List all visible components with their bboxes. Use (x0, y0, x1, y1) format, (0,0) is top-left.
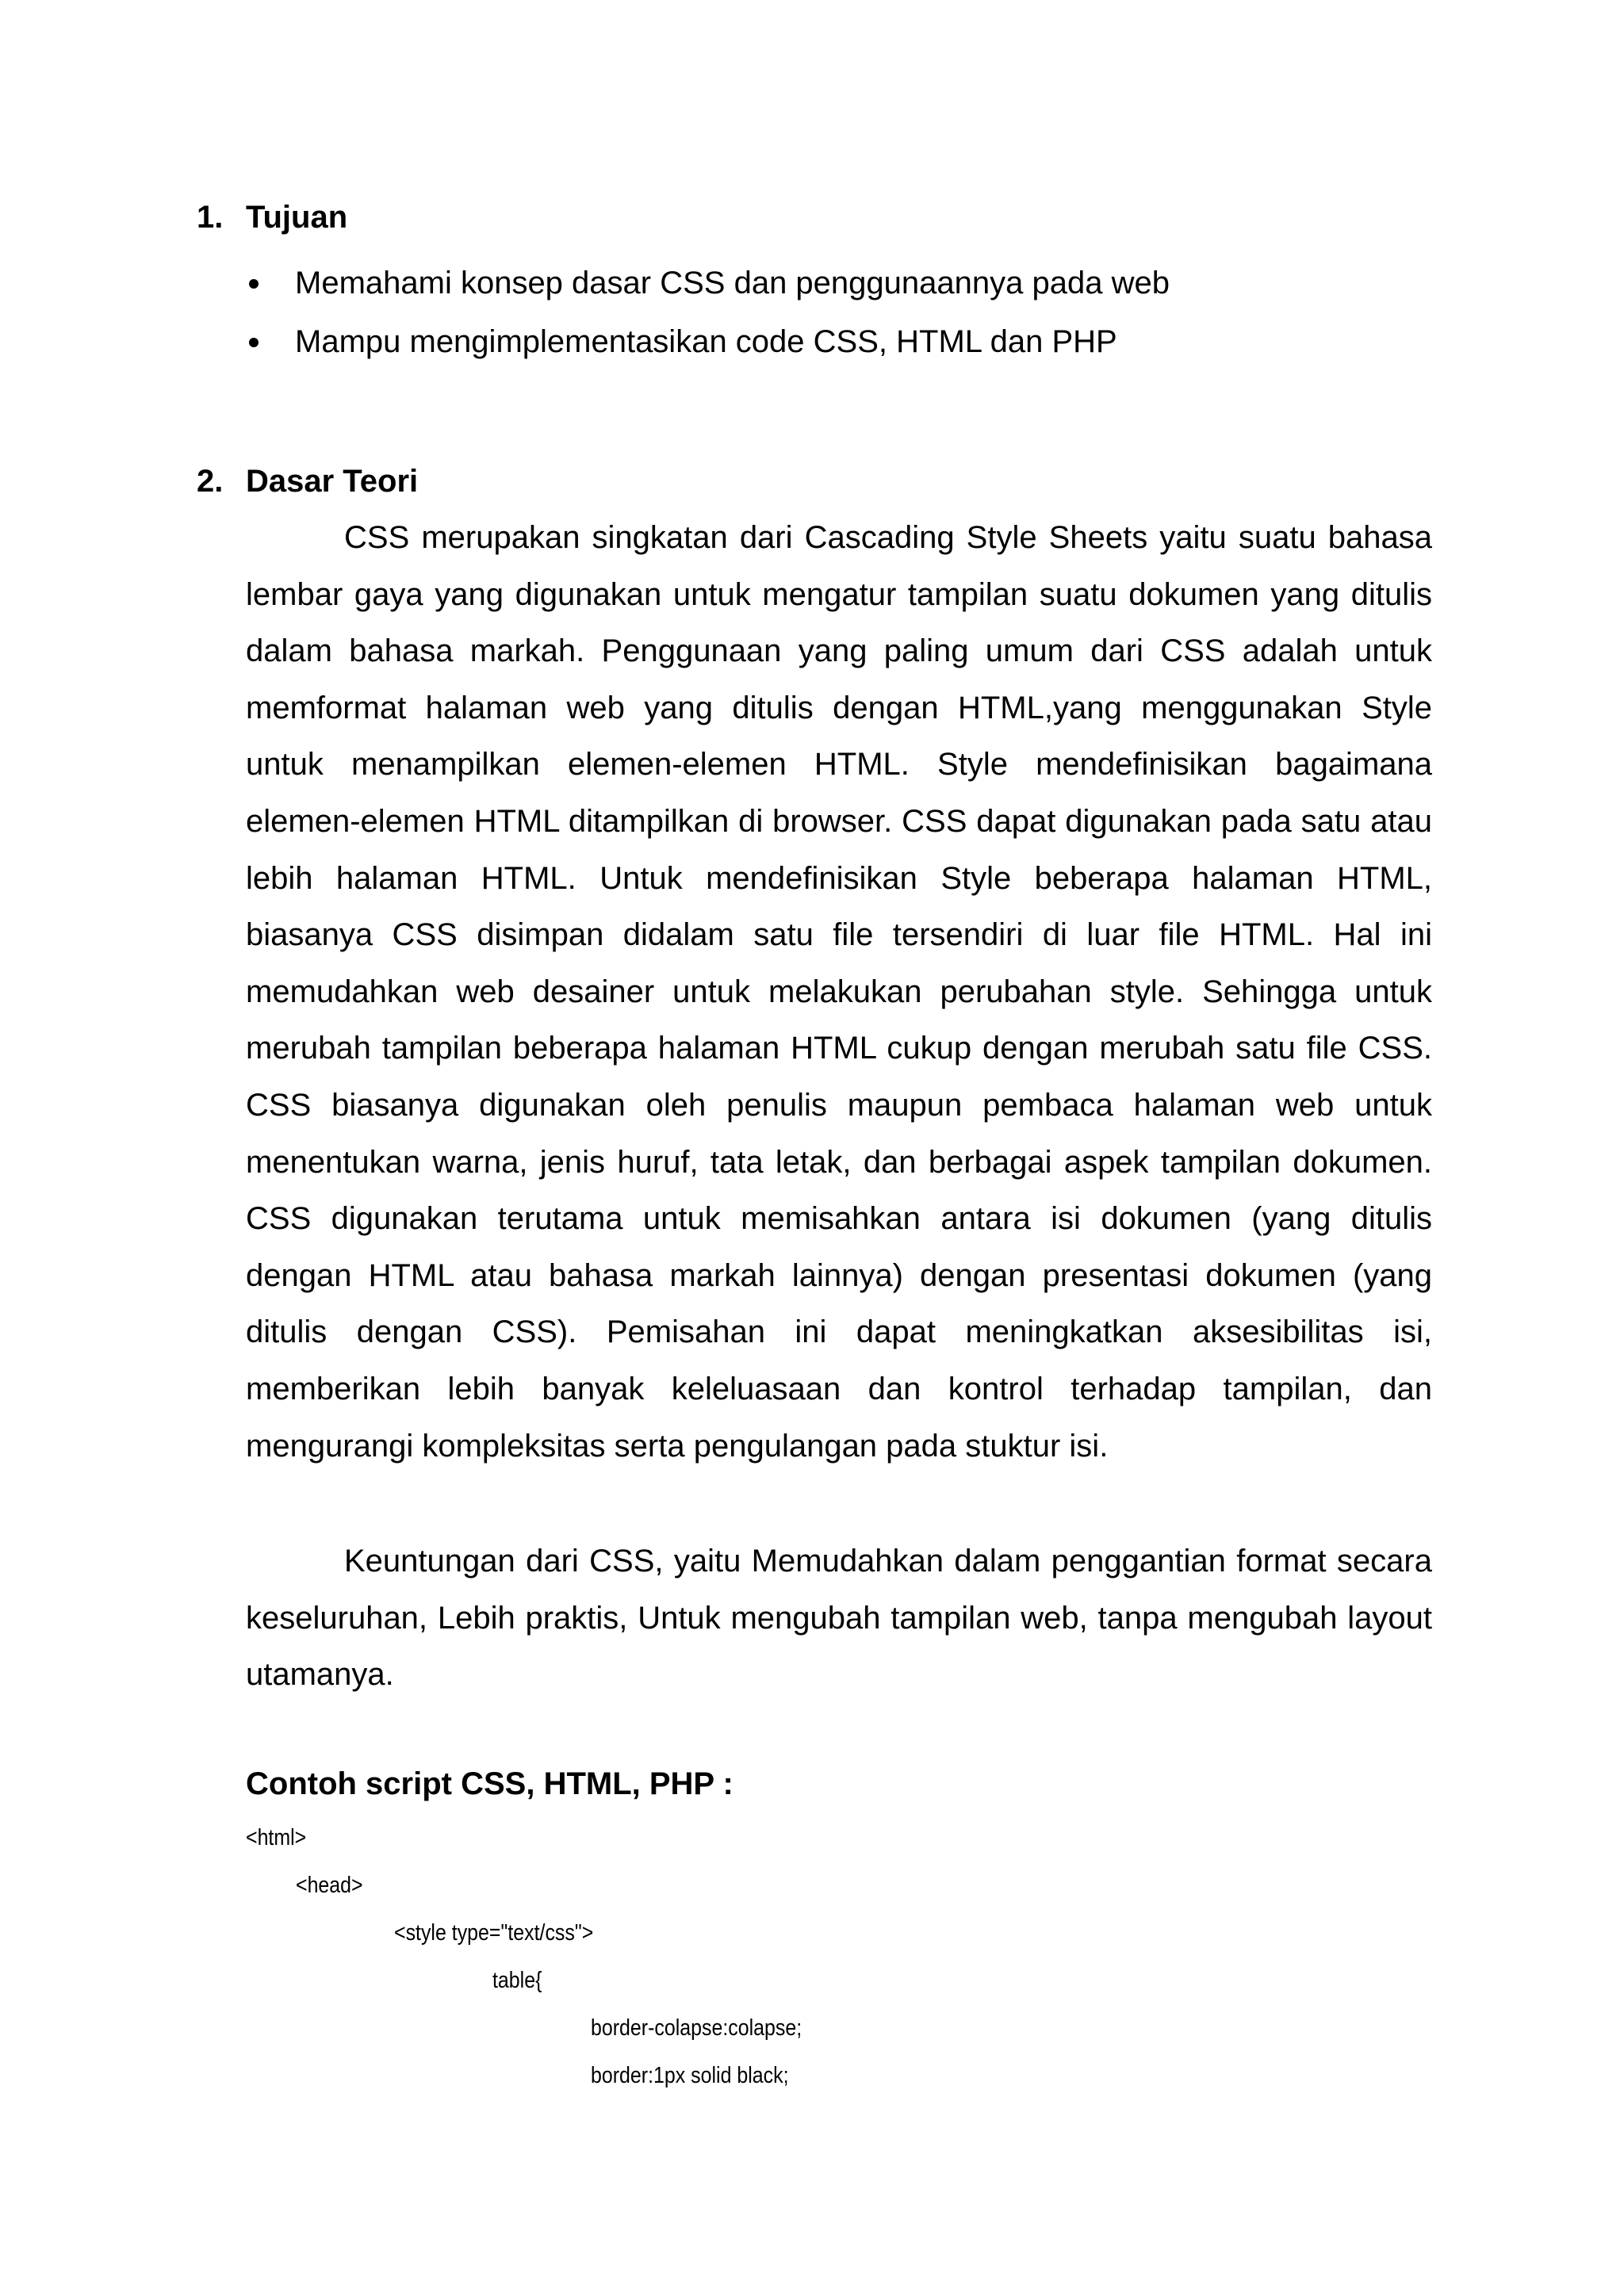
section-number: 2. (197, 464, 224, 499)
section-heading-tujuan (197, 198, 347, 236)
example-heading: Contoh script CSS, HTML, PHP : (246, 1766, 733, 1801)
section-title: Tujuan (246, 200, 348, 235)
code-line: <style type="text/css"> (394, 1920, 594, 1946)
code-line: border-colapse:colapse; (591, 2015, 802, 2041)
code-line: <head> (296, 1873, 363, 1898)
bullet-icon (249, 338, 259, 347)
paragraph-css-definition: CSS merupakan singkatan dari Cascading Style Sheets yaitu suatu bahasa lembar gaya yang digunakan untuk mengatur tampilan suatu dokumen yang ditulis dalam bahasa markah. Penggunaan yang paling umum dari CSS adalah untuk memformat halaman web yang ditulis dengan HTML,yang menggunakan Style untuk menampilkan elemen-elemen HTML. Style mendefinisikan bagaimana elemen-elemen HTML ditampilkan di browser. CSS dapat digunakan pada satu atau lebih halaman HTML. Untuk mendefinisikan Style beberapa halaman HTML, biasanya CSS disimpan didalam satu file tersendiri di luar file HTML. Hal ini memudahkan web desainer untuk melakukan perubahan style. Sehingga untuk merubah tampilan beberapa halaman HTML cukup dengan merubah satu file CSS. CSS biasanya digunakan oleh penulis maupun pembaca halaman web untuk menentukan warna, jenis huruf, tata letak, dan berbagai aspek tampilan dokumen. CSS digunakan terutama untuk memisahkan antara isi dokumen (yang ditulis dengan HTML atau bahasa markah lainnya) dengan presentasi dokumen (yang ditulis dengan CSS). Pemisahan ini dapat meningkatkan aksesibilitas isi, memberikan lebih banyak keleluasaan dan kontrol terhadap tampilan, dan mengurangi kompleksitas serta pengulangan pada stuktur isi. (246, 520, 1432, 1464)
list-item-text: Mampu mengimplementasikan code CSS, HTML dan PHP (295, 324, 1117, 359)
objectives-list (246, 254, 1170, 371)
paragraph-css-advantages: Keuntungan dari CSS, yaitu Memudahkan dalam penggantian format secara keseluruhan, Lebih praktis, Untuk mengubah tampilan web, tanpa mengubah layout utamanya. (246, 1544, 1432, 1693)
list-item (246, 254, 1170, 312)
bullet-icon (249, 279, 259, 289)
section-number: 1. (197, 200, 224, 235)
code-line: border:1px solid black; (591, 2063, 789, 2088)
list-item-text: Memahami konsep dasar CSS dan penggunaannya pada web (295, 266, 1170, 300)
section-title: Dasar Teori (246, 464, 419, 499)
code-line: table{ (492, 1968, 542, 1993)
section-heading-dasar-teori (197, 462, 418, 500)
list-item (246, 312, 1170, 371)
code-line: <html> (246, 1825, 307, 1850)
